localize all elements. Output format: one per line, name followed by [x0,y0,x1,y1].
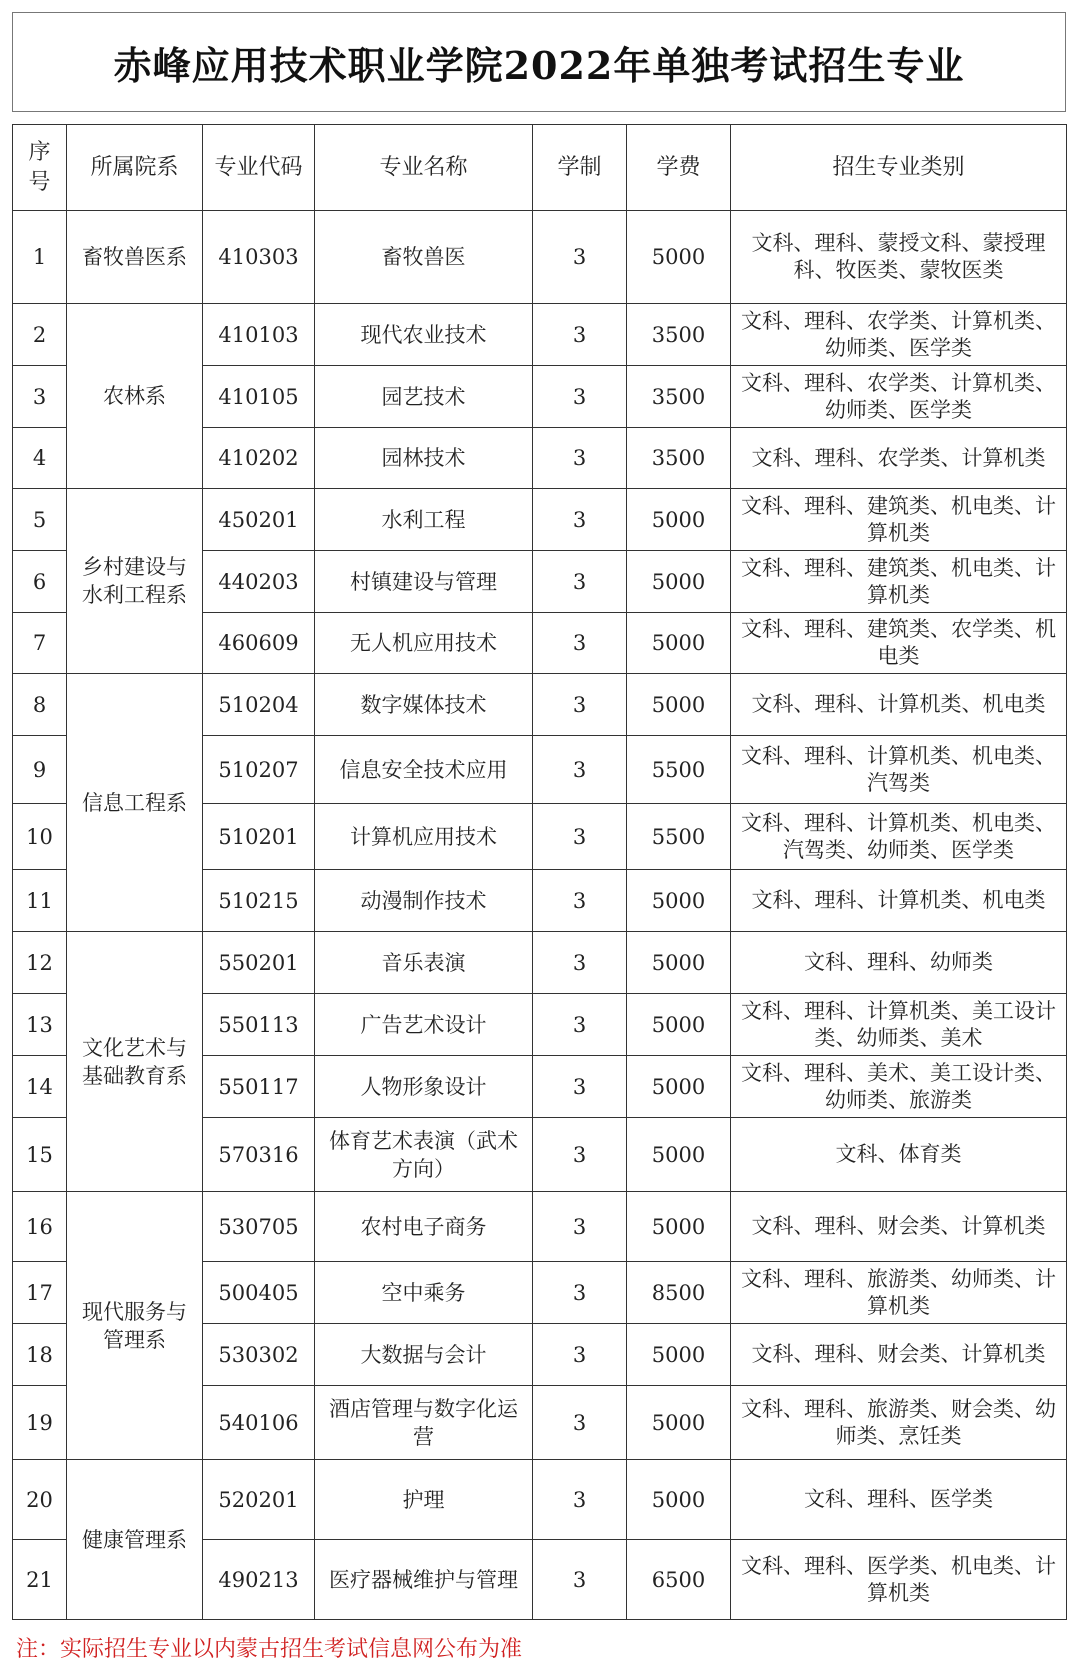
major-name: 计算机应用技术 [315,804,533,870]
header-code: 专业代码 [203,125,315,211]
major-fee: 5000 [627,1460,731,1540]
row-index: 8 [13,674,67,736]
major-name: 畜牧兽医 [315,211,533,304]
major-code: 550201 [203,932,315,994]
major-code: 500405 [203,1262,315,1324]
major-category: 文科、理科、建筑类、农学类、机电类 [731,613,1067,674]
dept-name: 乡村建设与水利工程系 [67,489,203,674]
major-years: 3 [533,674,627,736]
major-name: 信息安全技术应用 [315,736,533,804]
major-name: 空中乘务 [315,1262,533,1324]
major-name: 现代农业技术 [315,304,533,366]
major-years: 3 [533,551,627,613]
major-fee: 5000 [627,994,731,1056]
major-years: 3 [533,613,627,674]
major-years: 3 [533,211,627,304]
major-years: 3 [533,994,627,1056]
major-fee: 5000 [627,489,731,551]
major-years: 3 [533,1056,627,1118]
major-fee: 3500 [627,428,731,489]
row-index: 19 [13,1386,67,1460]
table-row [13,1192,1067,1262]
row-index: 21 [13,1540,67,1620]
major-name: 体育艺术表演（武术方向） [315,1118,533,1192]
major-code: 510201 [203,804,315,870]
major-years: 3 [533,1540,627,1620]
major-code: 530302 [203,1324,315,1386]
major-category: 文科、理科、农学类、计算机类、幼师类、医学类 [731,366,1067,428]
major-code: 410303 [203,211,315,304]
row-index: 16 [13,1192,67,1262]
major-category: 文科、理科、财会类、计算机类 [731,1324,1067,1386]
major-code: 410103 [203,304,315,366]
major-years: 3 [533,1192,627,1262]
major-fee: 5000 [627,551,731,613]
row-index: 17 [13,1262,67,1324]
header-row [13,125,1067,211]
major-fee: 5000 [627,1056,731,1118]
major-code: 410202 [203,428,315,489]
dept-name: 畜牧兽医系 [67,211,203,304]
row-index: 20 [13,1460,67,1540]
table-row [13,1460,1067,1540]
major-category: 文科、理科、计算机类、机电类、汽驾类 [731,736,1067,804]
row-index: 3 [13,366,67,428]
header-category: 招生专业类别 [731,125,1067,211]
major-code: 530705 [203,1192,315,1262]
table-row [13,211,1067,304]
major-category: 文科、理科、计算机类、机电类 [731,870,1067,932]
major-years: 3 [533,304,627,366]
row-index: 13 [13,994,67,1056]
major-category: 文科、理科、计算机类、美工设计类、幼师类、美术 [731,994,1067,1056]
dept-name: 现代服务与管理系 [67,1192,203,1460]
row-index: 7 [13,613,67,674]
row-index: 12 [13,932,67,994]
major-name: 动漫制作技术 [315,870,533,932]
major-category: 文科、理科、医学类 [731,1460,1067,1540]
major-name: 人物形象设计 [315,1056,533,1118]
major-years: 3 [533,489,627,551]
header-fee: 学费 [627,125,731,211]
majors-table [12,124,1067,1620]
major-years: 3 [533,870,627,932]
header-name: 专业名称 [315,125,533,211]
major-category: 文科、理科、农学类、计算机类、幼师类、医学类 [731,304,1067,366]
major-fee: 5000 [627,1118,731,1192]
row-index: 18 [13,1324,67,1386]
dept-name: 信息工程系 [67,674,203,932]
major-years: 3 [533,1324,627,1386]
dept-name: 健康管理系 [67,1460,203,1620]
major-years: 3 [533,1118,627,1192]
major-fee: 5500 [627,736,731,804]
major-code: 450201 [203,489,315,551]
major-name: 护理 [315,1460,533,1540]
header-dept: 所属院系 [67,125,203,211]
major-name: 无人机应用技术 [315,613,533,674]
major-code: 570316 [203,1118,315,1192]
major-name: 数字媒体技术 [315,674,533,736]
major-category: 文科、理科、计算机类、机电类、汽驾类、幼师类、医学类 [731,804,1067,870]
major-category: 文科、理科、计算机类、机电类 [731,674,1067,736]
row-index: 10 [13,804,67,870]
major-name: 村镇建设与管理 [315,551,533,613]
major-category: 文科、理科、幼师类 [731,932,1067,994]
major-fee: 5000 [627,1324,731,1386]
major-name: 农村电子商务 [315,1192,533,1262]
major-fee: 5500 [627,804,731,870]
major-years: 3 [533,804,627,870]
major-code: 490213 [203,1540,315,1620]
major-years: 3 [533,428,627,489]
major-code: 550117 [203,1056,315,1118]
row-index: 4 [13,428,67,489]
major-category: 文科、理科、医学类、机电类、计算机类 [731,1540,1067,1620]
major-name: 园艺技术 [315,366,533,428]
major-years: 3 [533,932,627,994]
major-category: 文科、理科、旅游类、财会类、幼师类、烹饪类 [731,1386,1067,1460]
major-name: 大数据与会计 [315,1324,533,1386]
table-row [13,932,1067,994]
major-fee: 5000 [627,870,731,932]
major-fee: 5000 [627,211,731,304]
row-index: 2 [13,304,67,366]
major-name: 音乐表演 [315,932,533,994]
major-category: 文科、理科、建筑类、机电类、计算机类 [731,489,1067,551]
major-fee: 5000 [627,613,731,674]
major-fee: 5000 [627,1192,731,1262]
major-code: 510215 [203,870,315,932]
page-title: 赤峰应用技术职业学院2022年单独考试招生专业 [113,42,965,88]
row-index: 1 [13,211,67,304]
table-row [13,489,1067,551]
major-category: 文科、理科、旅游类、幼师类、计算机类 [731,1262,1067,1324]
major-name: 广告艺术设计 [315,994,533,1056]
row-index: 9 [13,736,67,804]
major-code: 440203 [203,551,315,613]
major-fee: 6500 [627,1540,731,1620]
major-code: 410105 [203,366,315,428]
table-row [13,674,1067,736]
major-category: 文科、理科、财会类、计算机类 [731,1192,1067,1262]
major-fee: 5000 [627,1386,731,1460]
major-code: 520201 [203,1460,315,1540]
major-years: 3 [533,1460,627,1540]
major-fee: 5000 [627,674,731,736]
major-category: 文科、理科、蒙授文科、蒙授理科、牧医类、蒙牧医类 [731,211,1067,304]
row-index: 11 [13,870,67,932]
major-code: 550113 [203,994,315,1056]
table-row [13,304,1067,366]
major-code: 510204 [203,674,315,736]
major-name: 酒店管理与数字化运营 [315,1386,533,1460]
major-years: 3 [533,736,627,804]
major-code: 510207 [203,736,315,804]
major-category: 文科、理科、美术、美工设计类、幼师类、旅游类 [731,1056,1067,1118]
major-years: 3 [533,1386,627,1460]
major-category: 文科、理科、农学类、计算机类 [731,428,1067,489]
major-code: 540106 [203,1386,315,1460]
major-fee: 8500 [627,1262,731,1324]
major-fee: 3500 [627,366,731,428]
major-years: 3 [533,366,627,428]
header-index: 序 号 [13,125,67,211]
major-code: 460609 [203,613,315,674]
row-index: 5 [13,489,67,551]
title-box [12,12,1066,112]
major-category: 文科、体育类 [731,1118,1067,1192]
dept-name: 文化艺术与基础教育系 [67,932,203,1192]
footnote: 注：实际招生专业以内蒙古招生考试信息网公布为准 [16,1637,523,1662]
header-years: 学制 [533,125,627,211]
major-category: 文科、理科、建筑类、机电类、计算机类 [731,551,1067,613]
major-fee: 3500 [627,304,731,366]
row-index: 15 [13,1118,67,1192]
dept-name: 农林系 [67,304,203,489]
major-fee: 5000 [627,932,731,994]
row-index: 14 [13,1056,67,1118]
major-years: 3 [533,1262,627,1324]
row-index: 6 [13,551,67,613]
major-name: 医疗器械维护与管理 [315,1540,533,1620]
major-name: 水利工程 [315,489,533,551]
major-name: 园林技术 [315,428,533,489]
